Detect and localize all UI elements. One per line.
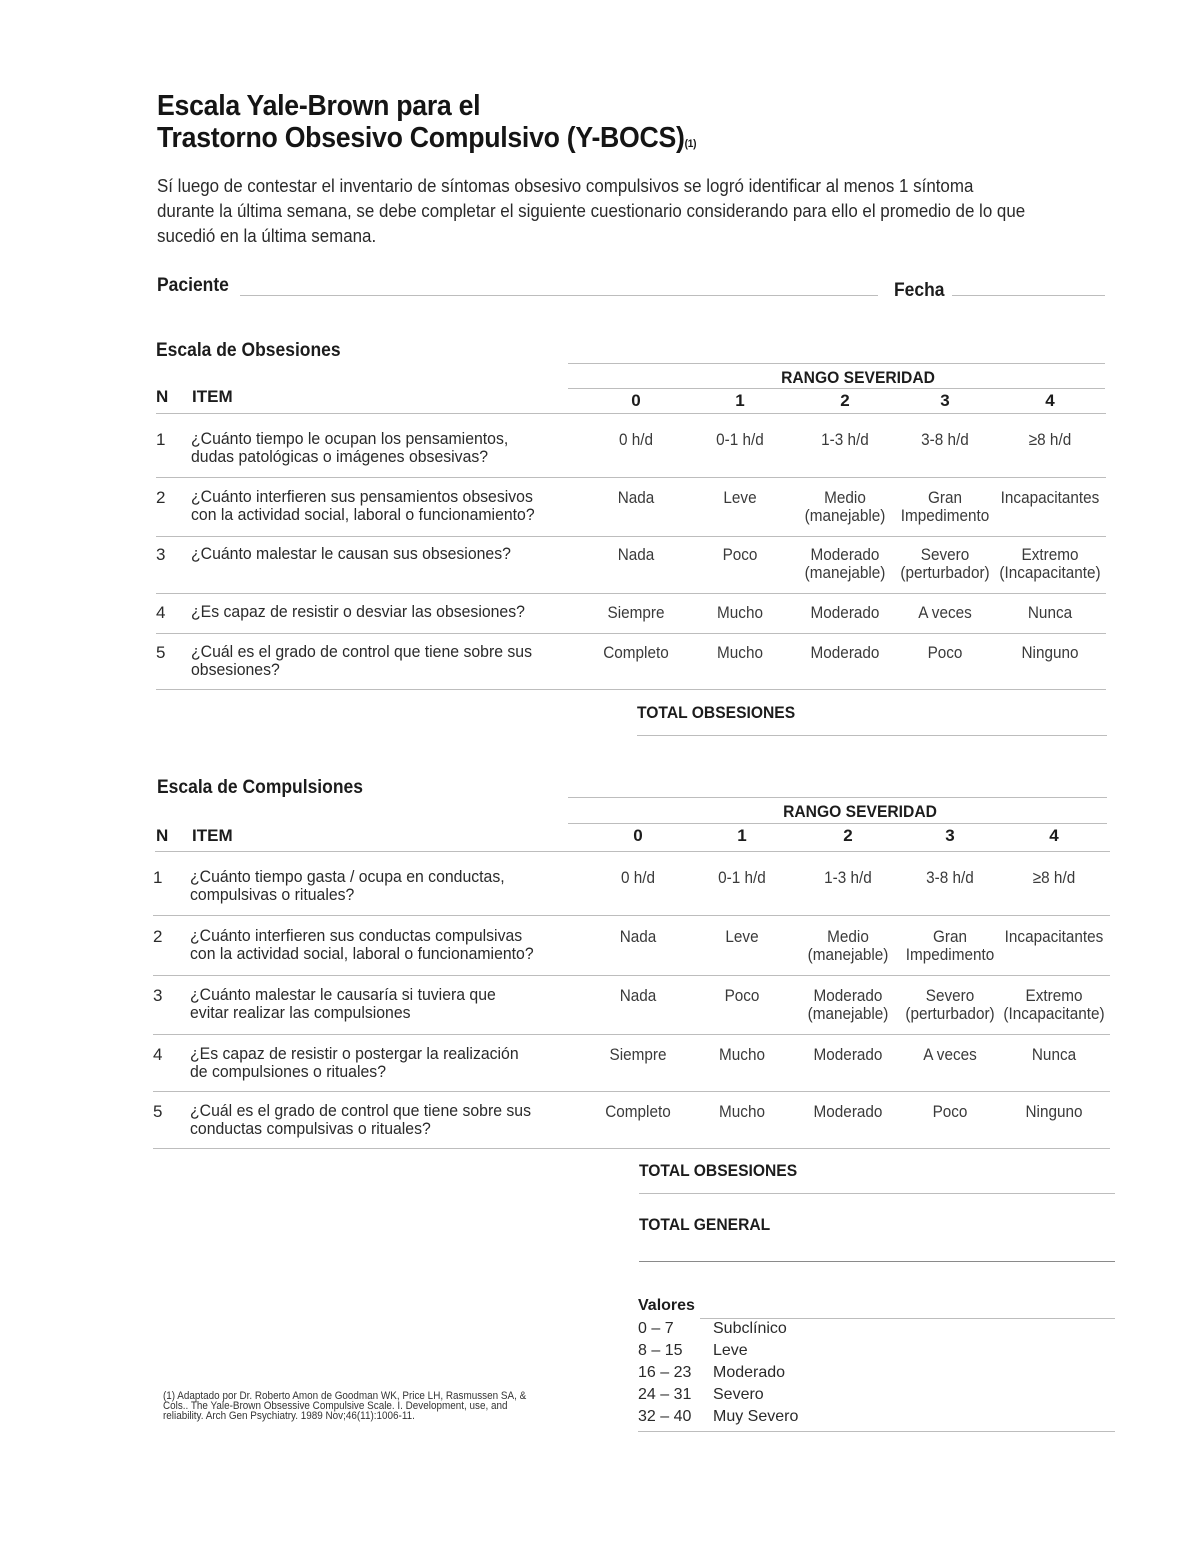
severity-option-line: Ninguno <box>1025 1102 1083 1121</box>
severity-option-line: (manejable) <box>807 945 889 964</box>
severity-option <box>1000 1046 1108 1064</box>
severity-option-line: Leve <box>725 927 759 946</box>
severity-option-line: Mucho <box>717 603 763 622</box>
obsessions-n-header: N <box>156 387 169 406</box>
title-line-2 <box>157 122 696 160</box>
item-number: 3 <box>153 986 163 1005</box>
compulsions-range-rule <box>568 823 1107 824</box>
item-question: ¿Cuál es el grado de control que tiene sobre sus conductas compulsivas o rituales? <box>190 1101 532 1138</box>
severity-option <box>794 869 902 887</box>
severity-option-line: Nada <box>617 545 655 564</box>
severity-option-line: 0 h/d <box>620 868 656 887</box>
valores-list <box>638 1318 798 1428</box>
severity-option <box>582 489 690 507</box>
severity-option <box>584 1046 692 1064</box>
severity-option-line: Poco <box>724 986 760 1005</box>
valores-row <box>638 1318 798 1340</box>
severity-option-line: Siempre <box>607 603 665 622</box>
severity-option-line: 1-3 h/d <box>821 430 869 449</box>
severity-option <box>688 869 796 887</box>
severity-option <box>891 604 999 622</box>
severity-level-header: 2 <box>840 391 850 410</box>
severity-option-line: Mucho <box>719 1045 765 1064</box>
row-rule <box>156 689 1106 690</box>
severity-option-line: Medio <box>824 488 866 507</box>
severity-level-header: 4 <box>1049 826 1059 845</box>
severity-option <box>582 644 690 662</box>
severity-option-line: Mucho <box>719 1102 765 1121</box>
valores-label: Subclínico <box>713 1320 787 1337</box>
severity-option-line: Impedimento <box>900 506 990 525</box>
row-rule <box>153 1091 1110 1092</box>
valores-label: Muy Severo <box>713 1408 799 1425</box>
severity-option <box>996 489 1104 507</box>
severity-level-header: 3 <box>940 391 950 410</box>
severity-option <box>686 546 794 564</box>
row-rule <box>153 975 1110 976</box>
valores-label: Severo <box>713 1386 764 1403</box>
severity-option-line: Moderado <box>810 643 880 662</box>
severity-option <box>582 604 690 622</box>
severity-option <box>686 431 794 449</box>
severity-option-line: (Incapacitante) <box>1003 1004 1105 1023</box>
severity-option-line: ≥8 h/d <box>1032 868 1076 887</box>
item-number: 2 <box>153 927 163 946</box>
severity-level-header: 0 <box>633 826 643 845</box>
severity-option-line: Incapacitantes <box>1004 927 1104 946</box>
item-question: ¿Cuánto tiempo gasta / ocupa en conductas, compulsivas o rituales? <box>190 867 505 904</box>
intro-paragraph: Sí luego de contestar el inventario de síntomas obsesivo compulsivos se logró identificar al menos 1 síntoma durante la última semana, se debe completar el siguiente cuestionario considerando para ello el promedio de lo que sucedió en la última semana. <box>157 176 1026 246</box>
footnote: (1) Adaptado por Dr. Roberto Amon de Goodman WK, Price LH, Rasmussen SA, & Cols.. The Yale-Brown Obsessive Compulsive Scale. I. Development, use, and reliability. Arch Gen Psychiatry. 1989 Nov;46(11):1006-11. <box>163 1390 527 1422</box>
severity-option <box>996 431 1104 449</box>
severity-option-line: Moderado <box>813 1102 883 1121</box>
grand-total-field[interactable] <box>639 1261 1115 1262</box>
obsessions-item-header: ITEM <box>192 387 233 406</box>
severity-option <box>896 1046 1004 1064</box>
severity-option-line: Extremo <box>1025 986 1083 1005</box>
item-number: 4 <box>153 1045 163 1064</box>
severity-option-line: 3-8 h/d <box>921 430 969 449</box>
patient-field[interactable] <box>240 295 878 296</box>
severity-option-line: Moderado <box>813 1045 883 1064</box>
severity-option <box>891 489 999 525</box>
severity-option-line: ≥8 h/d <box>1028 430 1072 449</box>
compulsions-range-header: RANGO SEVERIDAD <box>783 802 937 821</box>
severity-option <box>584 1103 692 1121</box>
severity-option <box>794 1103 902 1121</box>
row-rule <box>153 1034 1110 1035</box>
severity-option <box>791 644 899 662</box>
valores-range: 0 – 7 <box>638 1320 674 1337</box>
severity-option-line: (Incapacitante) <box>999 563 1101 582</box>
item-question: ¿Cuánto interfieren sus pensamientos obsesivos con la actividad social, laboral o funcionamiento? <box>191 487 535 524</box>
severity-option-line: Poco <box>722 545 758 564</box>
severity-option <box>1000 987 1108 1023</box>
severity-option <box>794 928 902 964</box>
item-number: 5 <box>153 1102 163 1121</box>
row-rule <box>156 633 1106 634</box>
severity-option <box>896 987 1004 1023</box>
severity-option <box>584 869 692 887</box>
severity-option-line: Nada <box>617 488 655 507</box>
compulsions-item-header: ITEM <box>192 826 233 845</box>
severity-option-line: Poco <box>927 643 963 662</box>
severity-level-header: 4 <box>1045 391 1055 410</box>
severity-option <box>582 546 690 564</box>
severity-option-line: Mucho <box>717 643 763 662</box>
item-question: ¿Cuál es el grado de control que tiene sobre sus obsesiones? <box>191 642 533 679</box>
valores-title: Valores <box>638 1297 695 1314</box>
severity-option-line: Moderado <box>810 603 880 622</box>
severity-option <box>794 987 902 1023</box>
compulsions-n-header: N <box>156 826 169 845</box>
severity-option-line: Nunca <box>1027 603 1073 622</box>
severity-option-line: (perturbador) <box>905 1004 995 1023</box>
severity-option-line: Nada <box>619 927 657 946</box>
severity-level-header: 1 <box>737 826 747 845</box>
severity-option <box>686 644 794 662</box>
valores-row <box>638 1340 798 1362</box>
severity-option-line: (perturbador) <box>900 563 990 582</box>
severity-level-header: 1 <box>735 391 745 410</box>
severity-option <box>891 431 999 449</box>
severity-option-line: Gran <box>927 488 963 507</box>
severity-option-line: Nunca <box>1031 1045 1077 1064</box>
severity-option-line: A veces <box>923 1045 977 1064</box>
severity-option-line: Medio <box>827 927 869 946</box>
row-rule <box>153 915 1110 916</box>
severity-option <box>891 644 999 662</box>
item-question: ¿Cuánto interfieren sus conductas compulsivas con la actividad social, laboral o funcionamiento? <box>190 926 534 963</box>
title-line-2-text: Trastorno Obsesivo Compulsivo (Y-BOCS) <box>157 122 685 154</box>
severity-option <box>1000 869 1108 887</box>
severity-option <box>1000 928 1108 946</box>
severity-option-line: Impedimento <box>905 945 995 964</box>
severity-option <box>791 604 899 622</box>
title-reference: (1) <box>684 138 697 150</box>
valores-bottom-rule <box>638 1431 1115 1432</box>
item-question: ¿Es capaz de resistir o desviar las obsesiones? <box>191 602 525 621</box>
severity-level-header: 0 <box>631 391 641 410</box>
severity-option-line: (manejable) <box>804 563 886 582</box>
valores-label: Leve <box>713 1342 748 1359</box>
severity-option <box>688 1103 796 1121</box>
severity-option-line: A veces <box>918 603 972 622</box>
severity-option-line: Completo <box>605 1102 671 1121</box>
compulsions-header-top-rule <box>568 797 1107 798</box>
severity-option <box>791 431 899 449</box>
severity-option-line: Incapacitantes <box>1000 488 1100 507</box>
severity-option <box>891 546 999 582</box>
obsessions-section-title: Escala de Obsesiones <box>156 340 341 361</box>
valores-range: 32 – 40 <box>638 1408 692 1425</box>
severity-option <box>896 869 1004 887</box>
page-title <box>157 90 696 160</box>
severity-option <box>896 1103 1004 1121</box>
severity-option-line: Moderado <box>810 545 880 564</box>
item-number: 1 <box>153 868 163 887</box>
severity-option-line: Poco <box>932 1102 968 1121</box>
severity-option <box>686 604 794 622</box>
obsessions-range-rule <box>568 388 1105 389</box>
severity-option-line: Completo <box>603 643 669 662</box>
obsessions-total-field[interactable] <box>637 735 1107 736</box>
item-question: ¿Es capaz de resistir o postergar la realización de compulsiones o rituales? <box>190 1044 519 1081</box>
severity-option <box>896 928 1004 964</box>
row-rule <box>156 477 1106 478</box>
compulsions-total-field[interactable] <box>639 1193 1115 1194</box>
severity-option <box>996 546 1104 582</box>
item-number: 1 <box>156 430 166 449</box>
severity-option-line: 0-1 h/d <box>716 430 764 449</box>
severity-option <box>791 546 899 582</box>
severity-option <box>688 928 796 946</box>
severity-option-line: 1-3 h/d <box>824 868 872 887</box>
severity-option <box>1000 1103 1108 1121</box>
severity-option <box>582 431 690 449</box>
severity-option-line: 0-1 h/d <box>718 868 766 887</box>
title-line-1: Escala Yale-Brown para el <box>157 90 481 122</box>
valores-row <box>638 1362 798 1384</box>
item-question: ¿Cuánto malestar le causaría si tuviera que evitar realizar las compulsiones <box>190 985 496 1022</box>
severity-option-line: Leve <box>723 488 757 507</box>
valores-range: 24 – 31 <box>638 1386 692 1403</box>
item-number: 4 <box>156 603 166 622</box>
item-question: ¿Cuánto tiempo le ocupan los pensamientos, dudas patológicas o imágenes obsesivas? <box>191 429 509 466</box>
severity-option-line: Gran <box>932 927 968 946</box>
severity-option-line: Ninguno <box>1021 643 1079 662</box>
row-rule <box>153 1148 1110 1149</box>
severity-option <box>584 928 692 946</box>
obsessions-total-label: TOTAL OBSESIONES <box>637 703 796 722</box>
severity-option <box>794 1046 902 1064</box>
severity-option <box>791 489 899 525</box>
obsessions-header-top-rule <box>568 363 1105 364</box>
severity-option-line: (manejable) <box>804 506 886 525</box>
severity-level-header: 3 <box>945 826 955 845</box>
severity-option-line: (manejable) <box>807 1004 889 1023</box>
item-number: 5 <box>156 643 166 662</box>
valores-range: 16 – 23 <box>638 1364 692 1381</box>
severity-option-line: 3-8 h/d <box>926 868 974 887</box>
severity-option <box>688 1046 796 1064</box>
severity-option-line: Extremo <box>1021 545 1079 564</box>
valores-range: 8 – 15 <box>638 1342 683 1359</box>
severity-option-line: 0 h/d <box>618 430 654 449</box>
grand-total-label: TOTAL GENERAL <box>639 1215 771 1234</box>
severity-option-line: Severo <box>920 545 970 564</box>
severity-option-line: Moderado <box>813 986 883 1005</box>
item-number: 3 <box>156 545 166 564</box>
date-label: Fecha <box>894 280 945 301</box>
row-rule <box>156 536 1106 537</box>
date-field[interactable] <box>952 295 1105 296</box>
severity-option-line: Nada <box>619 986 657 1005</box>
severity-option <box>996 644 1104 662</box>
valores-row <box>638 1406 798 1428</box>
severity-level-header: 2 <box>843 826 853 845</box>
severity-option <box>686 489 794 507</box>
patient-label: Paciente <box>157 275 229 296</box>
severity-option <box>688 987 796 1005</box>
valores-row <box>638 1384 798 1406</box>
compulsions-total-label: TOTAL OBSESIONES <box>639 1161 798 1180</box>
obsessions-header-rule <box>156 413 1106 414</box>
severity-option-line: Siempre <box>609 1045 667 1064</box>
severity-option <box>584 987 692 1005</box>
item-question: ¿Cuánto malestar le causan sus obsesiones? <box>191 544 511 563</box>
severity-option-line: Severo <box>925 986 975 1005</box>
compulsions-header-rule <box>155 851 1110 852</box>
compulsions-section-title: Escala de Compulsiones <box>157 777 363 798</box>
obsessions-range-header: RANGO SEVERIDAD <box>781 368 935 387</box>
severity-option <box>996 604 1104 622</box>
item-number: 2 <box>156 488 166 507</box>
row-rule <box>156 593 1106 594</box>
valores-label: Moderado <box>713 1364 786 1381</box>
